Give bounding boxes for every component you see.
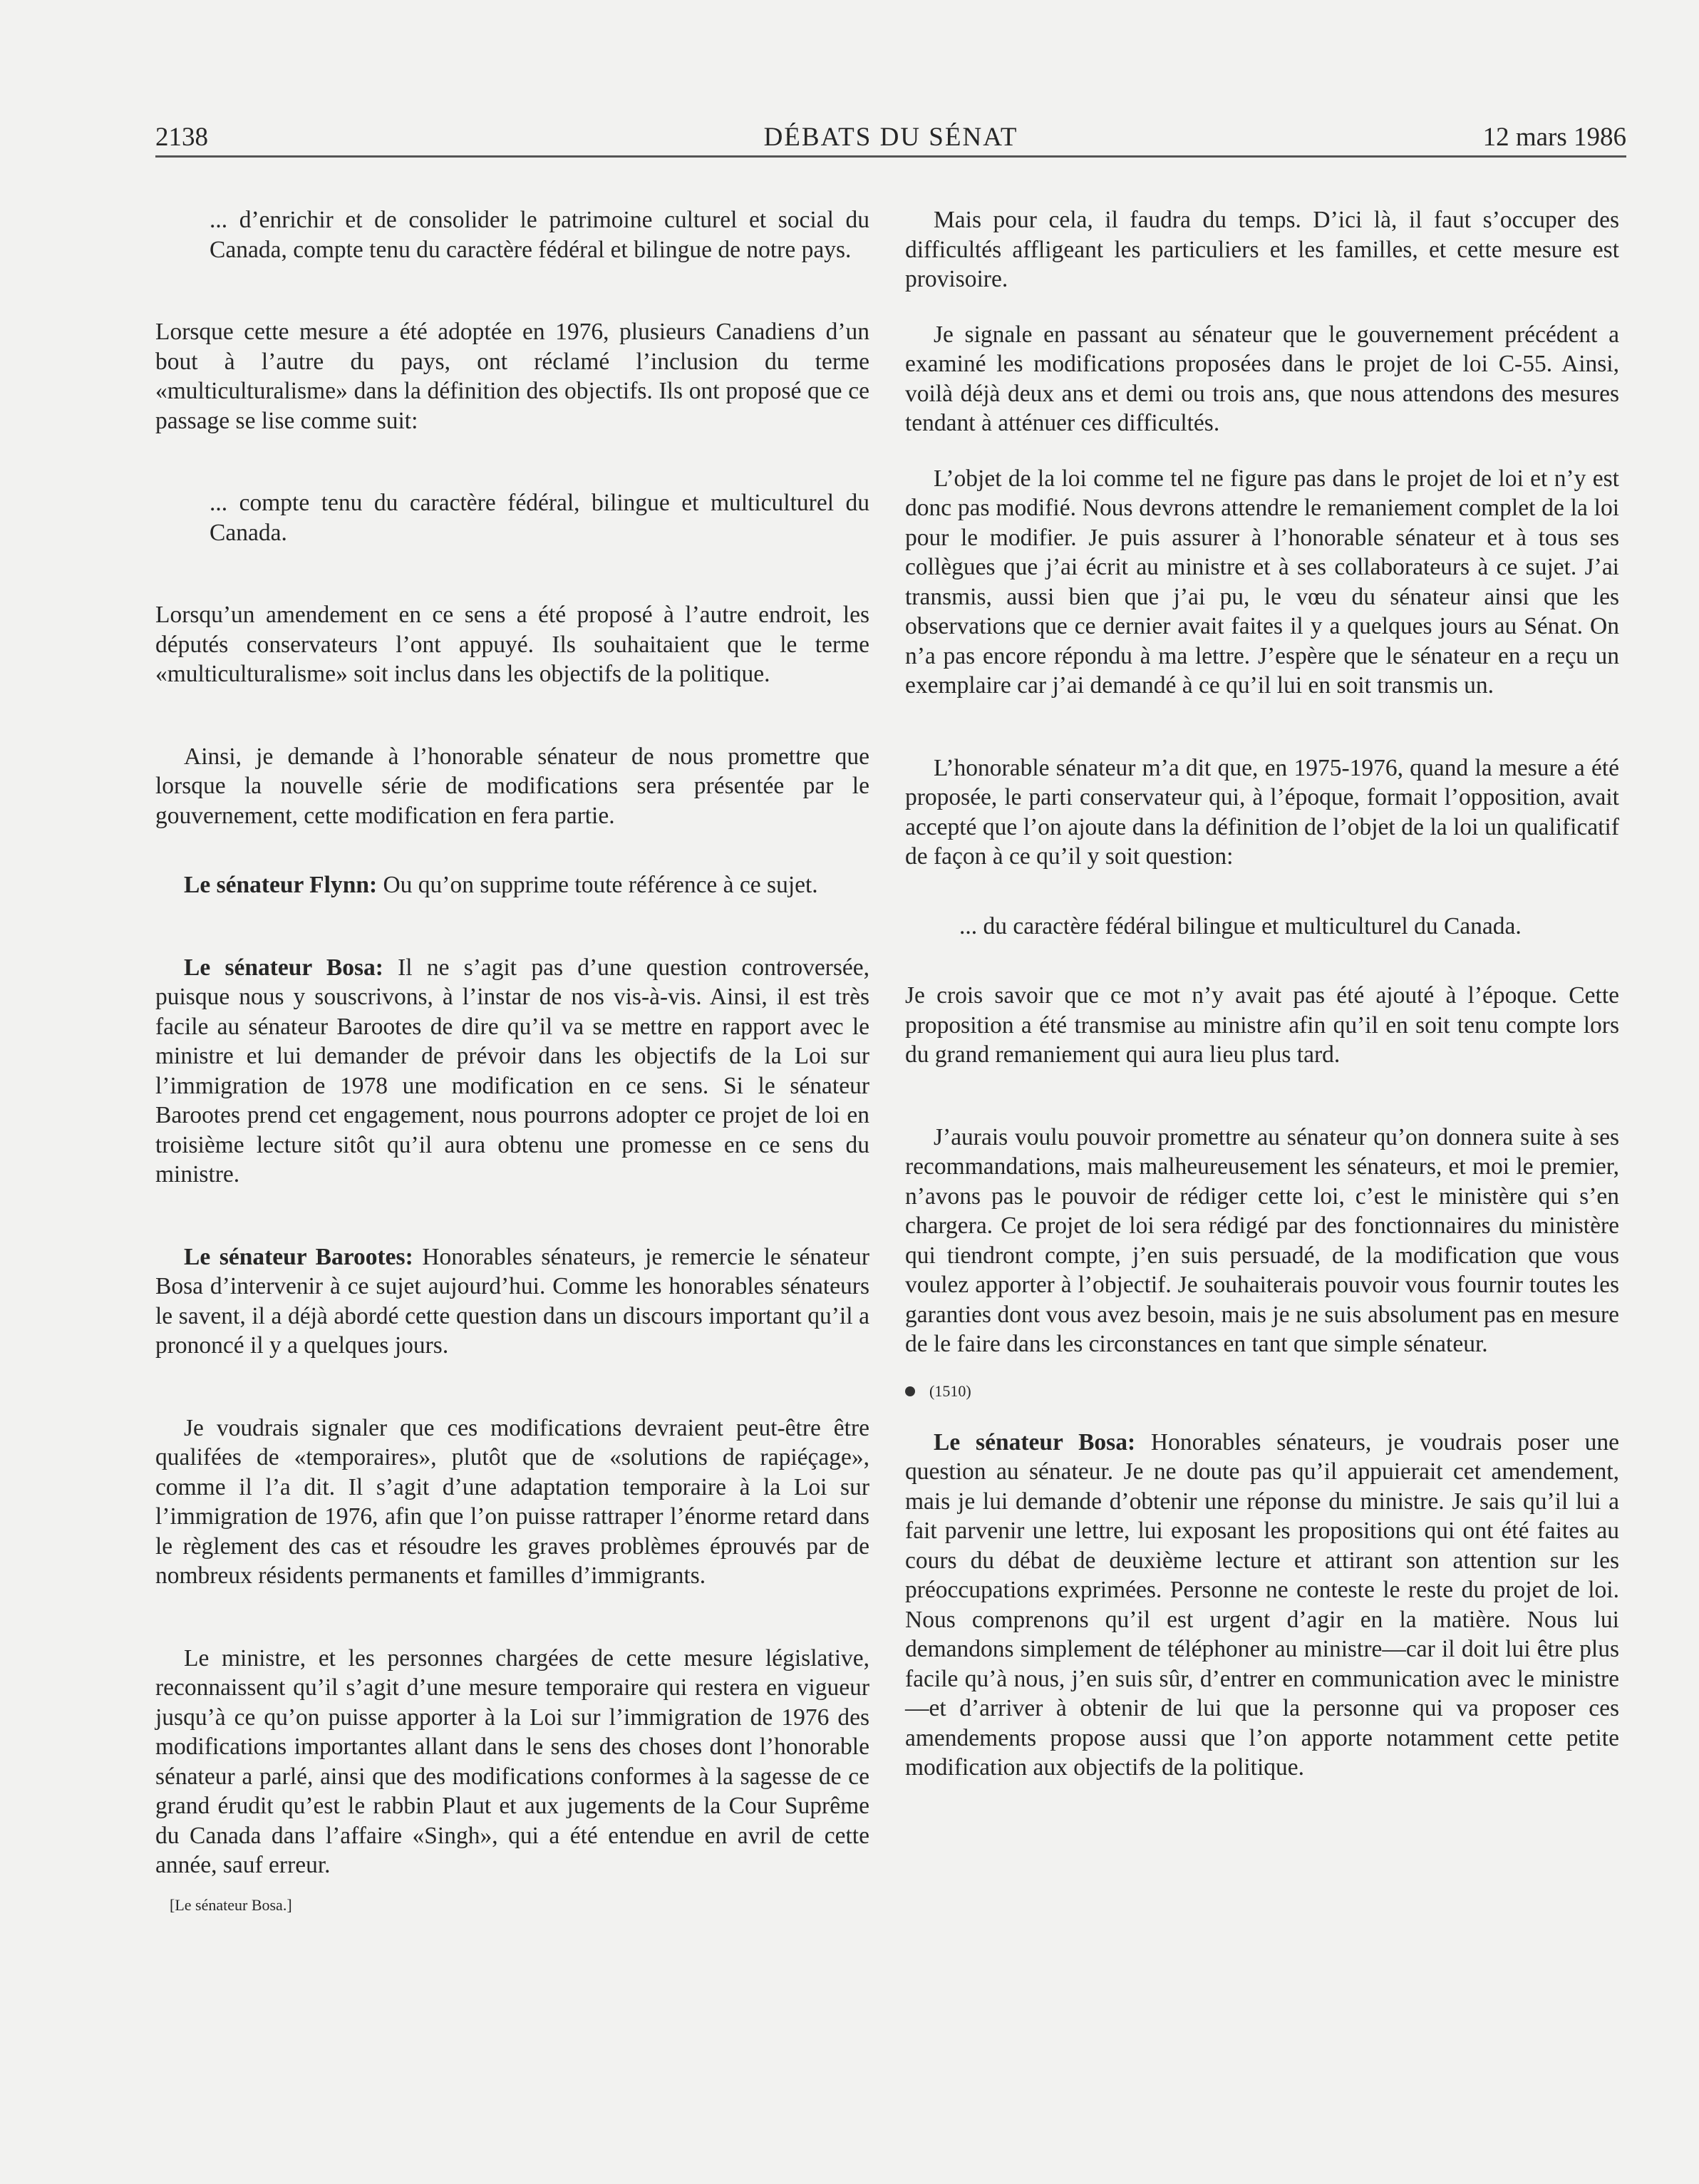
- speaker-name: Le sénateur Bosa:: [184, 954, 383, 981]
- page-date: 12 mars 1986: [1482, 123, 1626, 152]
- paragraph: L’honorable sénateur m’a dit que, en 1975-1976, quand la mesure a été proposée, le parti conservateur qui, à l’époque, formait l’opposition, avait accepté que l’on ajoute dans la définition de l’objet de la loi un qualificatif de façon à ce qu’il y soit question:: [905, 754, 1619, 870]
- paragraph: Je voudrais signaler que ces modifications devraient peut-être être qualifées de «temporaires», plutôt que de «solutions de rapiéçage», comme il l’a dit. Il s’agit d’une adaptation temporaire à la Loi sur l’immigration de 1976, afin que l’on puisse rattraper l’énorme retard dans le règlement des cas et résoudre les graves problèmes éprouvés par de nombreux résidents permanents et familles d’immigrants.: [155, 1414, 869, 1589]
- speaker-name: Le sénateur Barootes:: [184, 1243, 413, 1270]
- paragraph: Lorsqu’un amendement en ce sens a été proposé à l’autre endroit, les députés conservateurs l’ont appuyé. Ils souhaitaient que le terme «multiculturalisme» soit inclus dans les objectifs de la politique.: [155, 602, 869, 687]
- paragraph: Je crois savoir que ce mot n’y avait pas été ajouté à l’époque. Cette proposition a été transmise au ministre afin qu’il en soit tenu compte lors du grand remaniement qui aura lieu plus tard.: [905, 982, 1619, 1068]
- time-marker: [905, 1381, 1619, 1402]
- quote-paragraph: ... compte tenu du caractère fédéral, bilingue et multiculturel du Canada.: [210, 490, 869, 546]
- speaker-footnote: [Le sénateur Bosa.]: [170, 1895, 292, 1914]
- left-column: [155, 205, 869, 1916]
- speaker-name: Le sénateur Flynn:: [184, 872, 378, 898]
- speech-paragraph: [155, 1242, 869, 1361]
- speech-paragraph: [155, 953, 869, 1190]
- speech-text: Honorables sénateurs, je voudrais poser une question au sénateur. Je ne doute pas qu’il appuierait cet amendement, mais je lui demande d’obtenir une réponse du ministre. Je sais qu’il lui a fait parvenir une lettre, lui exposant les propositions qui ont été faites au cours du débat de deuxième lecture et attirant son attention sur les préoccupations exprimées. Personne ne conteste le reste du projet de loi. Nous comprenons qu’il est urgent d’agir en la matière. Nous lui demandons simplement de téléphoner au ministre—car il doit lui être plus facile qu’à nous, j’en suis sûr, d’entrer en communication avec le ministre—et d’arriver à obtenir de lui que la personne qui va proposer ces amendements propose aussi que l’on apporte notamment cette petite modification aux objectifs de la politique.: [905, 1428, 1619, 1781]
- bullet-icon: [905, 1386, 915, 1396]
- speech-text: Honorables sénateurs, je remercie le sénateur Bosa d’intervenir à ce sujet aujourd’hui. Comme les honorables sénateurs le savent, il a déjà abordé cette question dans un discours important qu’il a prononcé il y a quelques jours.: [155, 1243, 869, 1359]
- page-title: DÉBATS DU SÉNAT: [763, 123, 1018, 152]
- speech-text: Ou qu’on supprime toute référence à ce sujet.: [377, 872, 818, 898]
- time-marker-text: (1510): [929, 1381, 971, 1400]
- paragraph: Le ministre, et les personnes chargées de cette mesure législative, reconnaissent qu’il s’agit d’une mesure temporaire qui restera en vigueur jusqu’à ce qu’on puisse apporter à la Loi sur l’immigration de 1976 des modifications importantes allant dans le sens des choses dont l’honorable sénateur a parlé, ainsi que des modifications conformes à la sagesse de ce grand érudit qu’est le rabbin Plaut et aux jugements de la Cour Suprême du Canada dans l’affaire «Singh», qui a été entendue en avril de cette année, sauf erreur.: [155, 1644, 869, 1878]
- header-rule: [155, 155, 1626, 158]
- quote-paragraph: ... d’enrichir et de consolider le patrimoine culturel et social du Canada, compte tenu du caractère fédéral et bilingue de notre pays.: [210, 207, 869, 263]
- paragraph: Ainsi, je demande à l’honorable sénateur de nous promettre que lorsque la nouvelle série de modifications sera présentée par le gouvernement, cette modification en fera partie.: [155, 743, 869, 829]
- speech-paragraph: [905, 1428, 1619, 1783]
- paragraph: Mais pour cela, il faudra du temps. D’ici là, il faut s’occuper des difficultés affligeant les particuliers et les familles, et cette mesure est provisoire.: [905, 207, 1619, 292]
- speaker-name: Le sénateur Bosa:: [934, 1428, 1136, 1456]
- speech-text: Il ne s’agit pas d’une question controversée, puisque nous y souscrivons, à l’instar de nos vis-à-vis. Ainsi, il est très facile au sénateur Barootes de dire qu’il va se mettre en rapport avec le ministre et lui demander de prévoir dans les objectifs de la Loi sur l’immigration de 1978 une modification en ce sens. Si le sénateur Barootes prend cet engagement, nous pourrons adopter ce projet de loi en troisième lecture sitôt qu’il aura obtenu une promesse en ce sens du ministre.: [155, 954, 869, 1188]
- page-number: 2138: [155, 123, 208, 152]
- paragraph: Je signale en passant au sénateur que le gouvernement précédent a examiné les modifications proposées dans le projet de loi C-55. Ainsi, voilà déjà deux ans et demi ou trois ans, que nous attendons des mesures tendant à atténuer ces difficultés.: [905, 321, 1619, 436]
- speech-paragraph: [155, 870, 869, 900]
- page-header: [155, 118, 1626, 157]
- paragraph: J’aurais voulu pouvoir promettre au sénateur qu’on donnera suite à ses recommandations, mais malheureusement les sénateurs, et moi le premier, n’avons pas le pouvoir de rédiger cette loi, c’est le ministère qui s’en chargera. Ce projet de loi sera rédigé par des fonctionnaires du ministère qui tiendront compte, j’en suis persuadé, de la modification que vous voulez apporter à l’objectif. Je souhaiterais pouvoir vous fournir toutes les garanties dont vous avez besoin, mais je ne suis absolument pas en mesure de le faire dans les circonstances en tant que simple sénateur.: [905, 1123, 1619, 1357]
- paragraph: L’objet de la loi comme tel ne figure pas dans le projet de loi et n’y est donc pas modifié. Nous devrons attendre le remaniement complet de la loi pour le modifier. Je puis assurer à l’honorable sénateur et à tous ses collègues que j’ai écrit au ministre et à ses collaborateurs à ce sujet. J’ai transmis, aussi bien que j’ai pu, le vœu du sénateur ainsi que les observations que ce dernier avait faites il y a quelques jours au Sénat. On n’a pas encore répondu à ma lettre. J’espère que le sénateur en a reçu un exemplaire car j’ai demandé à ce qu’il lui en soit transmis un.: [905, 465, 1619, 699]
- paragraph: Lorsque cette mesure a été adoptée en 1976, plusieurs Canadiens d’un bout à l’autre du pays, ont réclamé l’inclusion du terme «multiculturalisme» dans la définition des objectifs. Ils ont proposé que ce passage se lise comme suit:: [155, 319, 869, 434]
- right-column: [905, 205, 1619, 1783]
- quote-paragraph: ... du caractère fédéral bilingue et multiculturel du Canada.: [959, 912, 1522, 939]
